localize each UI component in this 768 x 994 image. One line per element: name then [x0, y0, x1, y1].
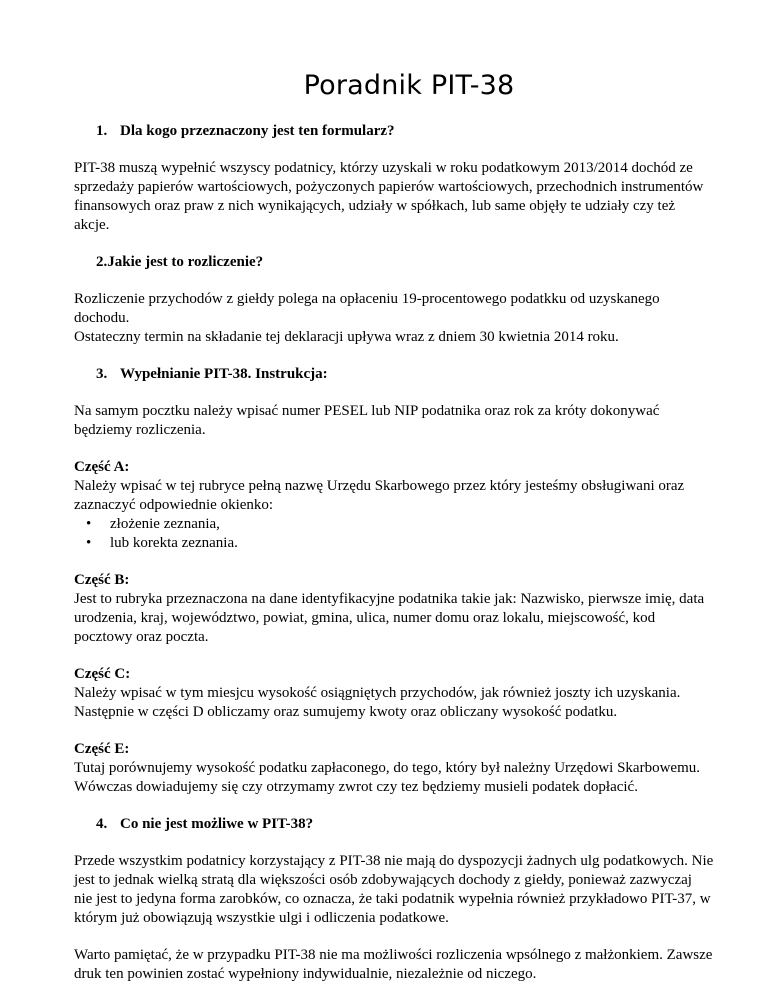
- section-4-paragraph-1: Przede wszystkim podatnicy korzystający z PIT-38 nie mają do dyspozycji żadnych ulg podatkowych. Nie jest to jednak wielką stratą dla większości osób zdobywających dochody z giełdy, ponieważ zazwyczaj nie jest to jedyna forma zarobków, co oznacza, że taki podatnik wypełnia również przykładowo PIT-37, w którym już obowiązują wszystkie ulgi i odliczenia podatkowe.: [74, 853, 714, 926]
- document-title: Poradnik PIT-38: [303, 70, 515, 101]
- bullet-icon: •: [86, 516, 92, 532]
- part-e-text: Tutaj porównujemy wysokość podatku zapłaconego, do tego, który był należny Urzędowi Skarbowemu. Wówczas dowiadujemy się czy otrzymamy zwrot czy tez będziemy musieli podatek dopłacić.: [74, 760, 700, 795]
- list-item: [86, 515, 714, 534]
- section-4-heading: [74, 815, 714, 834]
- list-item: [86, 534, 714, 553]
- section-4-paragraph-2: Warto pamiętać, że w przypadku PIT-38 nie ma możliwości rozliczenia wpsólnego z małżonkiem. Zawsze druk ten powinien zostać wypełniony indywidualnie, niezależnie od niczego.: [74, 947, 713, 982]
- part-a-bullet-2: lub korekta zeznania.: [110, 535, 238, 551]
- section-2-heading: [74, 253, 714, 272]
- section-2-text-2: Ostateczny termin na składanie tej deklaracji upływa wraz z dniem 30 kwietnia 2014 roku.: [74, 329, 619, 345]
- document-page: [74, 0, 714, 984]
- section-1-text: PIT-38 muszą wypełnić wszyscy podatnicy, którzy uzyskali w roku podatkowym 2013/2014 dochód ze sprzedaży papierów wartościowych, pożyczonych papierów wartościowych, przechodnich instrumentów finansowych oraz praw z nich wynikających, udziały w spółkach, lub same objęły te udziały czy też akcje.: [74, 160, 704, 233]
- section-1-title: Dla kogo przeznaczony jest ten formularz?: [120, 123, 395, 139]
- section-3-number: 3.: [96, 366, 108, 382]
- part-a-text: Należy wpisać w tej rubryce pełną nazwę Urzędu Skarbowego przez który jesteśmy obsługiwani oraz zaznaczyć odpowiednie okienko:: [74, 478, 685, 513]
- section-3-title: Wypełnianie PIT-38. Instrukcja:: [120, 366, 328, 382]
- part-c-text: Należy wpisać w tym miesjcu wysokość osiągniętych przychodów, jak również joszty ich uzyskania. Następnie w części D obliczamy oraz sumujemy kwoty oraz obliczany wysokość podatku.: [74, 685, 681, 720]
- section-3-heading: [74, 365, 714, 384]
- part-c-label: Część C:: [74, 666, 131, 682]
- bullet-icon: •: [86, 535, 92, 551]
- section-1-number: 1.: [96, 123, 108, 139]
- section-2-number: 2.: [96, 254, 108, 270]
- part-a-bullet-list: [74, 515, 714, 553]
- part-a-label: Część A:: [74, 459, 130, 475]
- part-b-label: Część B:: [74, 572, 130, 588]
- part-a-bullet-1: złożenie zeznania,: [110, 516, 220, 532]
- section-4-number: 4.: [96, 816, 108, 832]
- part-b-text: Jest to rubryka przeznaczona na dane identyfikacyjne podatnika takie jak: Nazwisko, pierwsze imię, data urodzenia, kraj, województwo, powiat, gmina, ulica, numer domu oraz lokalu, miejscowość, kod pocztowy oraz poczta.: [74, 591, 705, 645]
- section-4-title: Co nie jest możliwe w PIT-38?: [120, 816, 314, 832]
- section-3-intro: Na samym pocztku należy wpisać numer PESEL lub NIP podatnika oraz rok za króty dokonywać będziemy rozliczenia.: [74, 403, 660, 438]
- section-1-heading: [74, 122, 714, 141]
- part-e-label: Część E:: [74, 741, 130, 757]
- section-2-text-1: Rozliczenie przychodów z giełdy polega na opłaceniu 19-procentowego podatkku od uzyskanego dochodu.: [74, 291, 660, 326]
- section-2-title: Jakie jest to rozliczenie?: [107, 254, 264, 270]
